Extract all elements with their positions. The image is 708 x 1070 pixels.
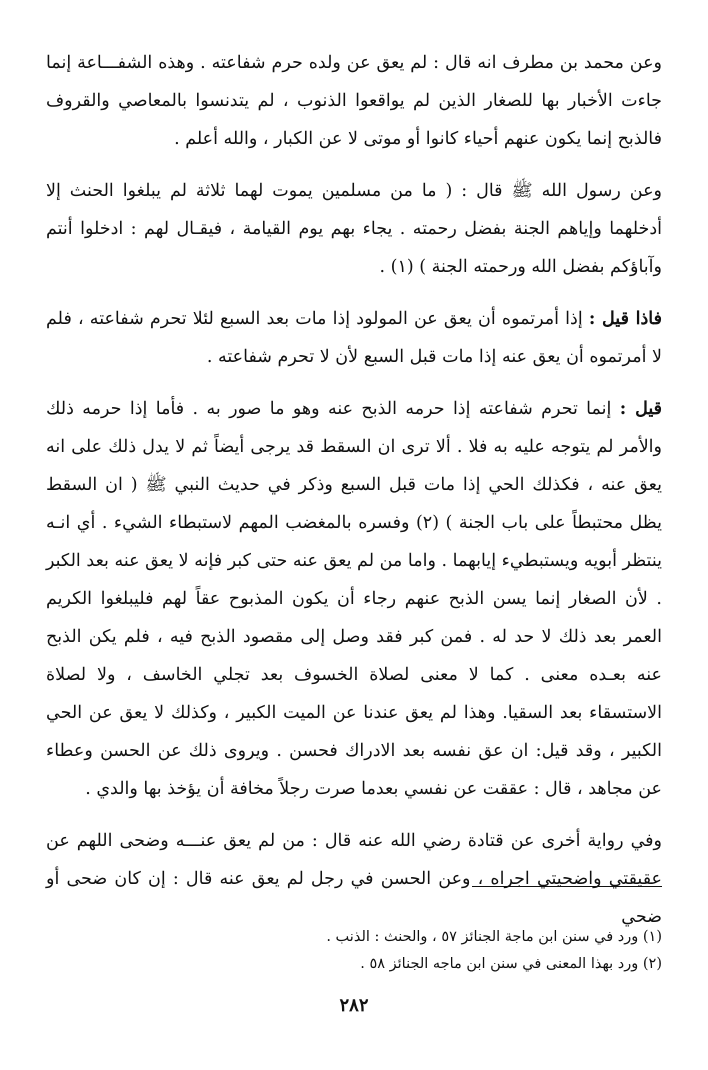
paragraph-text: وفي رواية أخرى عن قتادة رضي الله عنه قال : من لم يعق عنـــه وضحى اللهم عن عقيقتي واضحيتي اجراه ، وعن الحسن في رجل لم يعق عنه قال : إن كان ضحى أو ضحي	[46, 831, 662, 927]
paragraph-lead: قيل :	[619, 399, 663, 419]
footnotes	[142, 924, 662, 978]
paragraph-3	[46, 300, 662, 376]
main-text	[46, 44, 662, 950]
paragraph-text: إذا أمرتموه أن يعق عن المولود إذا مات بعد السبع لئلا تحرم شفاعته ، فلم لا أمرتموه أن يعق عنه إذا مات قبل السبع لأن لا تحرم شفاعته .	[46, 309, 662, 367]
footnote-separator	[472, 886, 662, 887]
paragraph-text: وعن رسول الله ﷺ قال : ( ما من مسلمين يموت لهما ثلاثة لم يبلغوا الحنث إلا أدخلهما وإياهم الجنة بفضل رحمته . يجاء بهم يوم القيامة ، فيقـال لهم : ادخلوا أنتم وآباؤكم بفضل الله ورحمته الجنة ) (١) .	[46, 181, 662, 277]
paragraph-lead: فاذا قيل :	[588, 309, 662, 329]
paragraph-1	[46, 44, 662, 158]
footnote-1: (١) ورد في سنن ابن ماجة الجنائز ٥٧ ، والحنث : الذنب .	[326, 929, 662, 945]
footnote-2: (٢) ورد بهذا المعنى في سنن ابن ماجه الجنائز ٥٨ .	[360, 956, 662, 972]
paragraph-2	[46, 172, 662, 286]
paragraph-4	[46, 390, 662, 808]
paragraph-5	[46, 822, 662, 936]
paragraph-text: وعن محمد بن مطرف انه قال : لم يعق عن ولده حرم شفاعته . وهذه الشفـــاعة إنما جاءت الأخبار بها للصغار الذين لم يواقعوا الذنوب ، لم يتدنسوا بالمعاصي والقروف فالذبح إنما يكون عنهم أحياء كانوا أو موتى لا عن الكبار ، والله أعلم .	[46, 53, 662, 149]
page-number: ٢٨٢	[339, 995, 369, 1016]
paragraph-text: إنما تحرم شفاعته إذا حرمه الذبح عنه وهو ما صور به . فأما إذا حرمه ذلك والأمر لم يتوجه عليه به فلا . ألا ترى ان السقط قد يرجى أيضاً ثم لا يدل ذلك على انه يعق عنه ، فكذلك الحي إذا مات قبل السبع وذكر في حديث النبي ﷺ ( ان السقط يظل محتبطاً على باب الجنة ) (٢) وفسره بالمغضب المهم لاستبطاء الشيء . أي انـه ينتظر أبويه ويستبطيء إيابهما . واما من لم يعق عنه حتى كبر فإنه لا يعق عنه بعد الكبر . لأن الصغار إنما يسن الذبح عنهم رجاء أن يكون المذبوح عقاً لهم فليبلغوا الكريم العمر بعد ذلك لا حد له . فمن كبر فقد وصل إلى مقصود الذبح فيه ، فلم يكن الذبح عنه بعـده معنى . كما لا معنى لصلاة الخسوف بعد تجلي الخاسف ، ولا لصلاة الاستسقاء بعد السقيا. وهذا لم يعق عندنا عن الميت الكبير ، وكذلك لا يعق عن الحي الكبير ، وقد قيل: ان عق نفسه بعد الادراك فحسن . ويروى ذلك عن الحسن وعطاء عن مجاهد ، قال : عققت عن نفسي بعدما صرت رجلاً مخافة أن يؤخذ بها والدي .	[46, 399, 662, 799]
